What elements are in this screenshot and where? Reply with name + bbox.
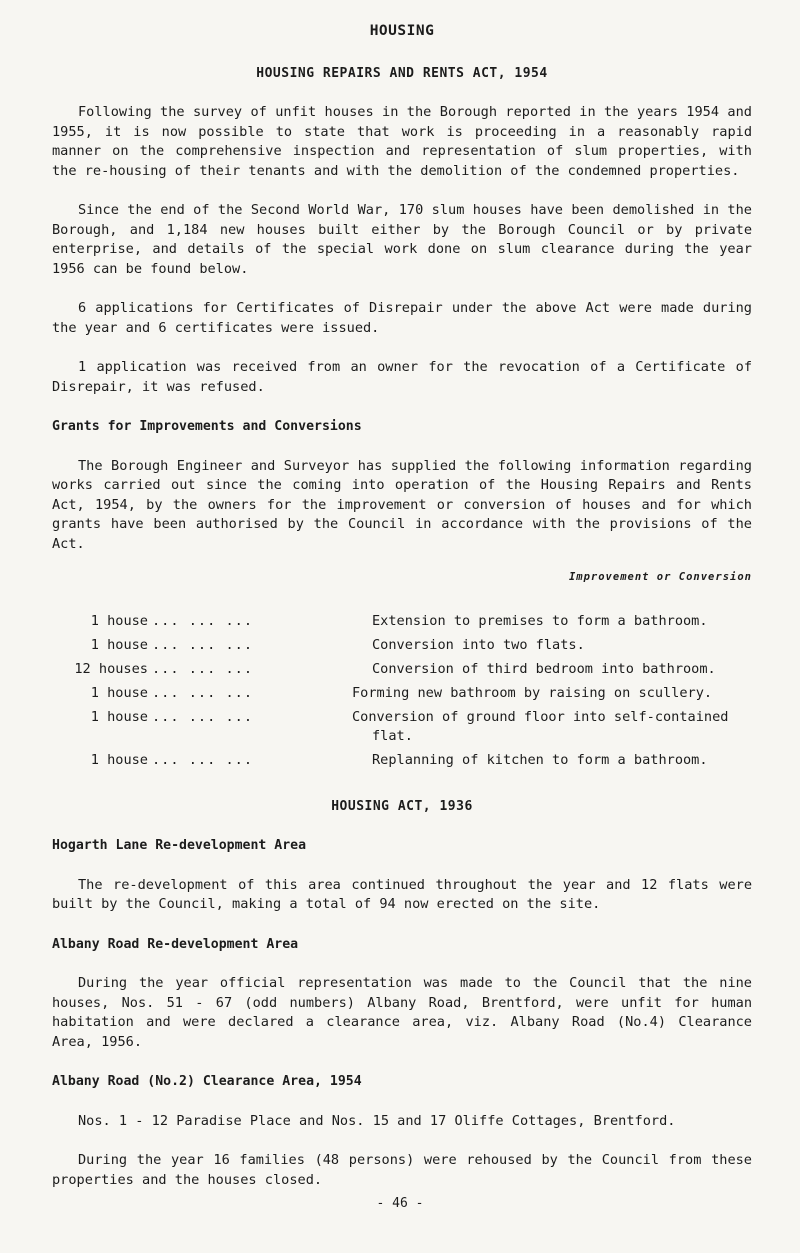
heading-albany-road: Albany Road Re-development Area (52, 936, 299, 952)
paragraph-grants: The Borough Engineer and Surveyor has supplied the following information regarding works carried out since the coming into operation of the Housing Repairs and Rents Act, 1954, by the owners for the improvement or conversion of houses and for which grants have been authorised by the Council in accordance with the provisions of the Act. (52, 457, 752, 552)
row-quantity: 1 house (90, 684, 148, 701)
row-leader-dots: ... ... ... (152, 660, 254, 677)
page-title: HOUSING (369, 23, 435, 39)
row-leader-dots: ... ... ... (152, 751, 254, 768)
table-row (52, 660, 752, 684)
row-quantity: 1 house (90, 708, 148, 725)
paragraph-albany-road: During the year official representation was made to the Council that the nine houses, Nos. 51 - 67 (odd numbers) Albany Road, Brentford, were unfit for human habitation and were declared a clearance area, viz. Albany Road (No.4) Clearance Area, 1956. (52, 975, 752, 1050)
table-row (52, 636, 752, 660)
row-description: Replanning of kitchen to form a bathroom. (372, 751, 708, 768)
table-row (52, 612, 752, 636)
row-leader-dots: ... ... ... (152, 636, 254, 653)
paragraph-survey: Following the survey of unfit houses in the Borough reported in the years 1954 and 1955, it is now possible to state that work is proceeding in a reasonably rapid manner on the comprehensive inspection and representation of slum properties, with the re-housing of their tenants and with the demolition of the condemned properties. (52, 104, 752, 179)
section-title-housing-repairs-act: HOUSING REPAIRS AND RENTS ACT, 1954 (256, 65, 548, 81)
page-number: - 46 - (376, 1196, 424, 1211)
row-description: Conversion into two flats. (372, 636, 585, 653)
column-header-improvement: Improvement or Conversion (568, 571, 752, 583)
row-quantity: 12 houses (74, 660, 148, 677)
row-description: Conversion of third bedroom into bathroom. (372, 660, 716, 677)
works-table (52, 612, 752, 775)
heading-albany-road-no2: Albany Road (No.2) Clearance Area, 1954 (52, 1074, 362, 1089)
paragraph-paradise-place: Nos. 1 - 12 Paradise Place and Nos. 15 and 17 Oliffe Cottages, Brentford. (78, 1112, 676, 1129)
paragraph-hogarth-lane: The re-development of this area continued throughout the year and 12 flats were built by the Council, making a total of 94 now erected on the site. (52, 876, 752, 912)
paragraph-certificates: 6 applications for Certificates of Disrepair under the above Act were made during the year and 6 certificates were issued. (52, 300, 752, 336)
row-quantity: 1 house (90, 612, 148, 629)
table-row (52, 708, 752, 751)
table-row (52, 751, 752, 775)
row-description: Forming new bathroom by raising on scullery. (352, 684, 713, 701)
table-row (52, 684, 752, 708)
paragraph-demolition: Since the end of the Second World War, 170 slum houses have been demolished in the Borough, and 1,184 new houses built either by the Borough Council or by private enterprise, and details of the special work done on slum clearance during the year 1956 can be found below. (52, 202, 752, 277)
row-leader-dots: ... ... ... (152, 612, 254, 629)
row-description: Extension to premises to form a bathroom. (372, 612, 708, 629)
paragraph-revocation: 1 application was received from an owner for the revocation of a Certificate of Disrepair, it was refused. (52, 359, 752, 395)
row-quantity: 1 house (90, 636, 148, 653)
row-description: Conversion of ground floor into self-contained flat. (352, 708, 729, 744)
row-leader-dots: ... ... ... (152, 684, 254, 701)
heading-grants: Grants for Improvements and Conversions (52, 419, 362, 434)
heading-hogarth-lane: Hogarth Lane Re-development Area (52, 838, 307, 853)
document-page (52, 22, 752, 1210)
paragraph-rehoused-families: During the year 16 families (48 persons) were rehoused by the Council from these properties and the houses closed. (52, 1152, 752, 1188)
row-leader-dots: ... ... ... (152, 708, 254, 725)
section-title-housing-act-1936: HOUSING ACT, 1936 (331, 798, 473, 814)
row-quantity: 1 house (90, 751, 148, 768)
